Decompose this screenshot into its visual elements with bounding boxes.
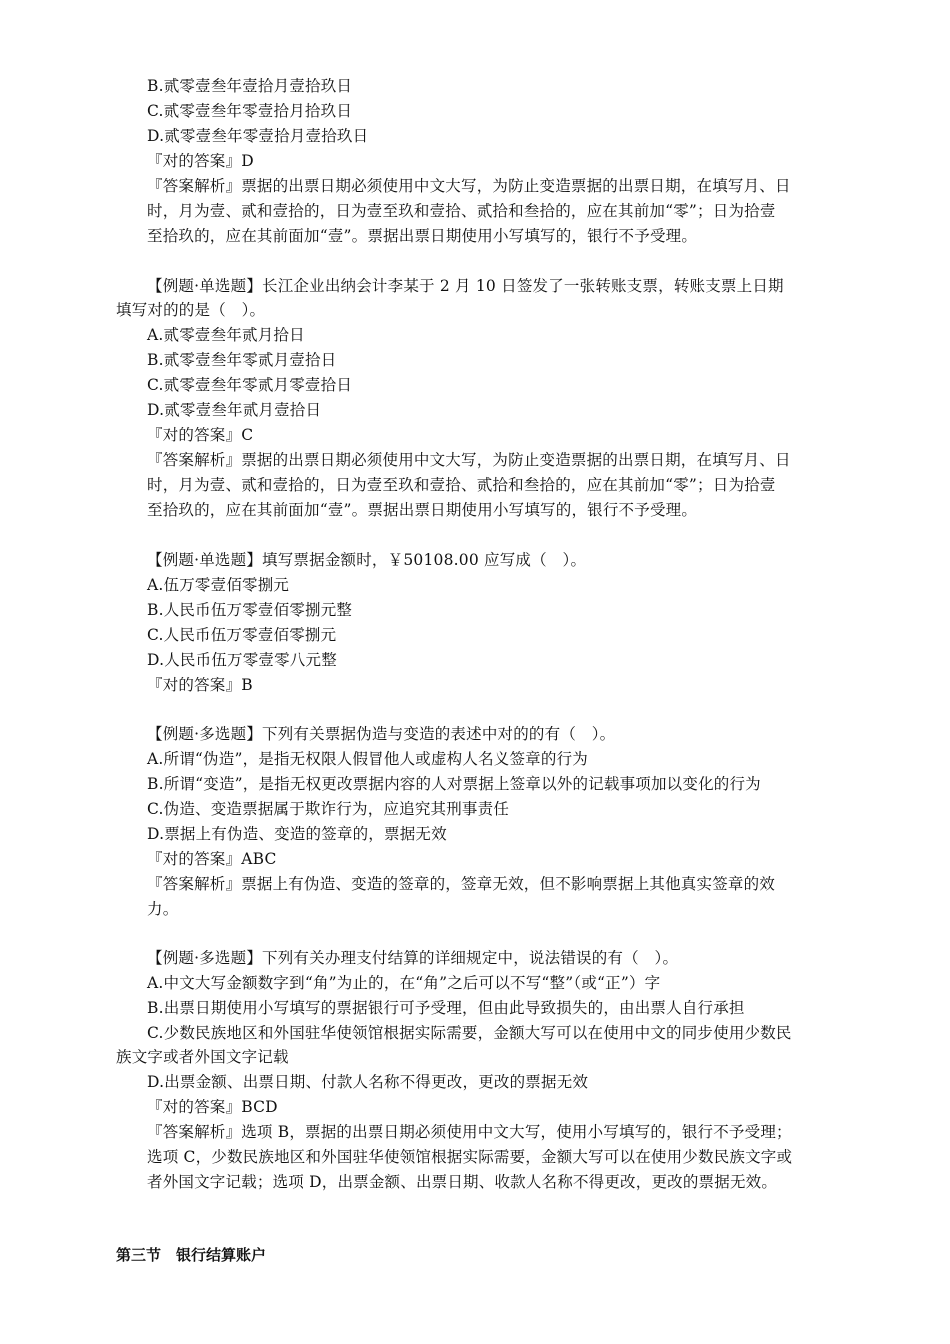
option-c: C.人民币伍万零壹佰零捌元 (147, 626, 337, 644)
option-c: C.贰零壹叁年零贰月零壹拾日 (147, 376, 353, 394)
option-d: D.贰零壹叁年贰月壹拾日 (147, 401, 322, 419)
question-stem-cont: 填写对的的是（ ）。 (116, 301, 266, 319)
option-d: D.票据上有伪造、变造的签章的，票据无效 (147, 825, 447, 843)
option-a: A.伍万零壹佰零捌元 (147, 576, 290, 594)
analysis-line: 『答案解析』票据上有伪造、变造的签章的，签章无效，但不影响票据上其他真实签章的效 (147, 875, 776, 893)
option-b: B.出票日期使用小写填写的票据银行可予受理，但由此导致损失的，由出票人自行承担 (147, 999, 745, 1017)
option-c-cont: 族文字或者外国文字记载 (116, 1048, 289, 1066)
analysis-line: 时，月为壹、贰和壹拾的，日为壹至玖和壹拾、贰拾和叁拾的，应在其前加“零”；日为拾壹 (147, 202, 776, 220)
option-b: B.贰零壹叁年壹拾月壹拾玖日 (147, 77, 353, 95)
answer: 『对的答案』B (147, 676, 253, 694)
section-heading: 第三节 银行结算账户 (116, 1246, 267, 1264)
option-a: A.中文大写金额数字到“角”为止的，在“角”之后可以不写“整”（或“正”）字 (147, 974, 661, 992)
analysis-line: 者外国文字记载；选项 D，出票金额、出票日期、收款人名称不得更改，更改的票据无效。 (147, 1173, 778, 1191)
question-stem: 【例题·单选题】长江企业出纳会计李某于 2 月 10 日签发了一张转账支票，转账支票上日期 (147, 277, 784, 295)
analysis-line: 『答案解析』选项 B，票据的出票日期必须使用中文大写，使用小写填写的，银行不予受理； (147, 1123, 792, 1141)
answer: 『对的答案』D (147, 152, 254, 170)
option-c: C.伪造、变造票据属于欺诈行为，应追究其刑事责任 (147, 800, 510, 818)
option-a: A.所谓“伪造”，是指无权限人假冒他人或虚构人名义签章的行为 (147, 750, 588, 768)
option-b: B.所谓“变造”，是指无权更改票据内容的人对票据上签章以外的记载事项加以变化的行为 (147, 775, 761, 793)
analysis-line: 至拾玖的，应在其前面加“壹”。票据出票日期使用小写填写的，银行不予受理。 (147, 227, 698, 245)
question-stem: 【例题·多选题】下列有关办理支付结算的详细规定中，说法错误的有（ ）。 (147, 949, 679, 967)
analysis-line: 时，月为壹、贰和壹拾的，日为壹至玖和壹拾、贰拾和叁拾的，应在其前加“零”；日为拾壹 (147, 476, 776, 494)
option-c: C.少数民族地区和外国驻华使领馆根据实际需要，金额大写可以在使用中文的同步使用少数民 (147, 1024, 792, 1042)
answer: 『对的答案』BCD (147, 1098, 278, 1116)
option-b: B.贰零壹叁年零贰月壹拾日 (147, 351, 337, 369)
answer: 『对的答案』C (147, 426, 254, 444)
option-b: B.人民币伍万零壹佰零捌元整 (147, 601, 353, 619)
question-stem: 【例题·多选题】下列有关票据伪造与变造的表述中对的的有（ ）。 (147, 725, 616, 743)
analysis-line: 力。 (147, 900, 179, 918)
analysis-line: 至拾玖的，应在其前面加“壹”。票据出票日期使用小写填写的，银行不予受理。 (147, 501, 698, 519)
analysis-line: 选项 C，少数民族地区和外国驻华使领馆根据实际需要，金额大写可以在使用少数民族文字或 (147, 1148, 793, 1166)
option-d: D.出票金额、出票日期、付款人名称不得更改，更改的票据无效 (147, 1073, 589, 1091)
option-c: C.贰零壹叁年零壹拾月拾玖日 (147, 102, 353, 120)
option-d: D.贰零壹叁年零壹拾月壹拾玖日 (147, 127, 369, 145)
option-d: D.人民币伍万零壹零八元整 (147, 651, 337, 669)
analysis-line: 『答案解析』票据的出票日期必须使用中文大写，为防止变造票据的出票日期，在填写月、日 (147, 177, 791, 195)
analysis-line: 『答案解析』票据的出票日期必须使用中文大写，为防止变造票据的出票日期，在填写月、日 (147, 451, 791, 469)
answer: 『对的答案』ABC (147, 850, 277, 868)
question-stem: 【例题·单选题】填写票据金额时，￥50108.00 应写成（ ）。 (147, 551, 587, 569)
option-a: A.贰零壹叁年贰月拾日 (147, 326, 305, 344)
